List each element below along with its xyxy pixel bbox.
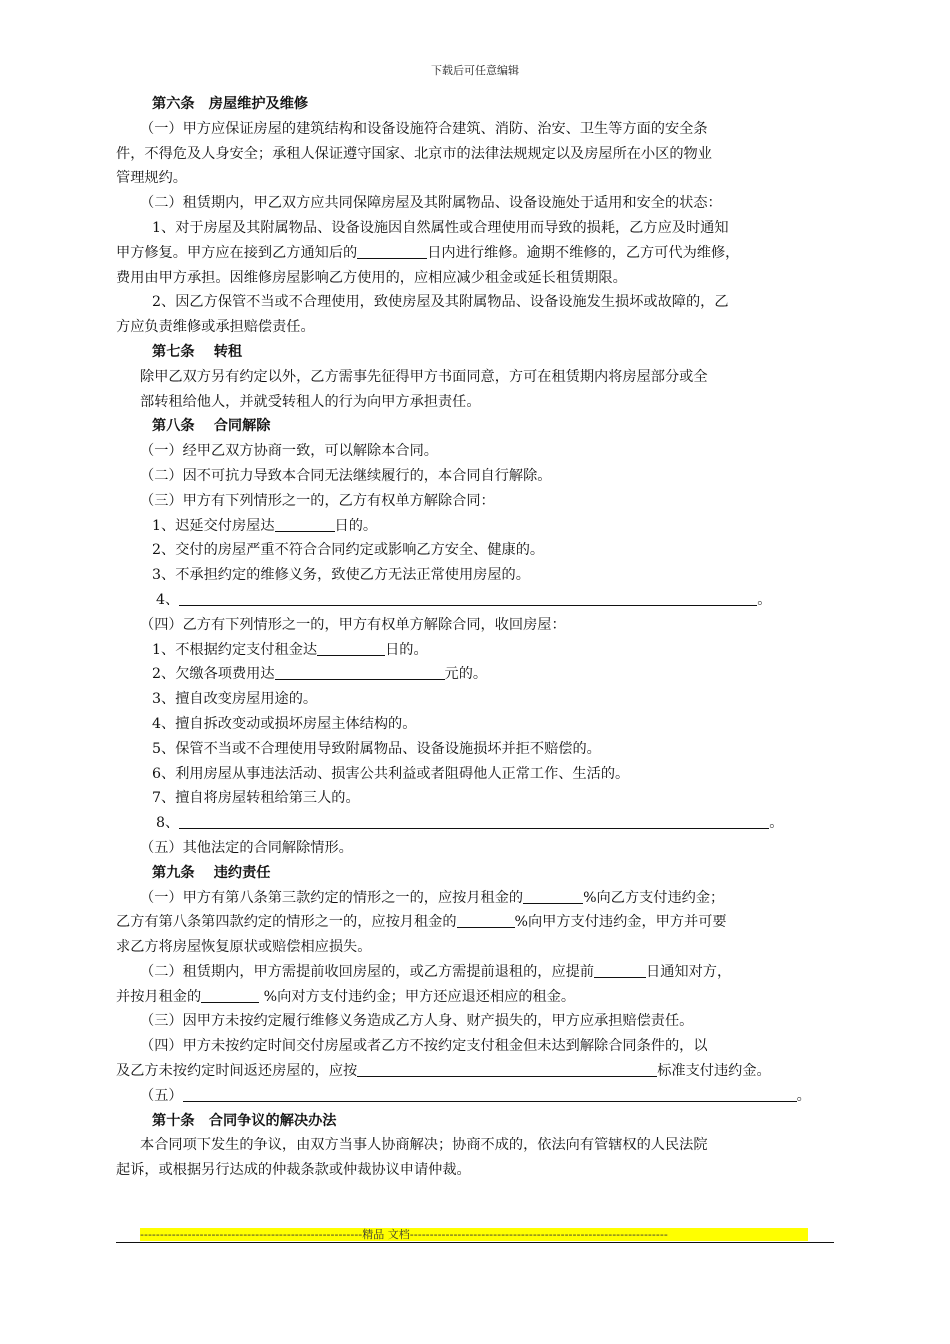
footer-band xyxy=(140,1228,808,1241)
document-line: 1、对于房屋及其附属物品、设备设施因自然属性或合理使用而导致的损耗，乙方应及时通知 xyxy=(152,219,729,236)
document-line xyxy=(116,514,836,539)
line-text-after-blank: 。 xyxy=(757,591,772,608)
line-text-before-blank: 4、 xyxy=(156,591,180,608)
document-line: 3、擅自改变房屋用途的。 xyxy=(152,691,318,708)
document-line: （三）因甲方未按约定履行维修义务造成乙方人身、财产损失的，甲方应承担赔偿责任。 xyxy=(140,1013,694,1030)
document-line: （一）甲方应保证房屋的建筑结构和设备设施符合建筑、消防、治安、卫生等方面的安全条 xyxy=(140,120,708,137)
line-text-before-blank: 并按月租金的 xyxy=(116,988,202,1005)
document-line: （二）租赁期内，甲乙双方应共同保障房屋及其附属物品、设备设施处于适用和安全的状态： xyxy=(140,195,722,212)
fill-in-blank xyxy=(457,912,515,928)
document-line xyxy=(116,960,836,985)
document-line xyxy=(116,985,836,1010)
fill-in-blank xyxy=(317,640,385,656)
document-line: 除甲乙双方另有约定以外，乙方需事先征得甲方书面同意，方可在租赁期内将房屋部分或全 xyxy=(140,368,708,385)
document-line: （四）乙方有下列情形之一的，甲方有权单方解除合同，收回房屋： xyxy=(140,616,566,633)
document-line: 5、保管不当或不合理使用导致附属物品、设备设施损坏并拒不赔偿的。 xyxy=(152,740,601,757)
document-line xyxy=(116,638,836,663)
document-line: 费用由甲方承担。因维修房屋影响乙方使用的，应相应减少租金或延长租赁期限。 xyxy=(116,269,627,286)
section-heading: 第九条 违约责任 xyxy=(152,864,271,881)
footer-rule xyxy=(116,1242,834,1243)
line-text-before-blank: 8、 xyxy=(156,815,180,832)
document-line xyxy=(116,241,836,266)
fill-in-blank xyxy=(179,590,757,606)
line-text-before-blank: （五） xyxy=(140,1087,183,1104)
document-line: （五）其他法定的合同解除情形。 xyxy=(140,839,353,856)
document-line: 3、不承担约定的维修义务，致使乙方无法正常使用房屋的。 xyxy=(152,567,530,584)
fill-in-blank xyxy=(594,962,646,978)
document-line: 2、交付的房屋严重不符合合同约定或影响乙方安全、健康的。 xyxy=(152,542,545,559)
document-line: 部转租给他人，并就受转租人的行为向甲方承担责任。 xyxy=(140,393,481,410)
footer-dashes-right: ----------------------------------------------------------------- xyxy=(409,1228,668,1241)
line-text-before-blank: 甲方修复。甲方应在接到乙方通知后的 xyxy=(116,244,358,261)
line-text-after-blank: 。 xyxy=(769,815,784,832)
document-line xyxy=(116,588,836,613)
line-text-after-blank: 日内进行维修。逾期不维修的，乙方可代为维修， xyxy=(427,244,740,261)
line-text-after-blank: 日通知对方， xyxy=(646,963,732,980)
document-line xyxy=(116,1059,836,1084)
fill-in-blank xyxy=(357,1061,657,1077)
document-line xyxy=(116,1084,836,1109)
line-text-before-blank: 及乙方未按约定时间返还房屋的，应按 xyxy=(116,1063,358,1080)
line-text-after-blank: 日的。 xyxy=(334,517,378,534)
document-line: 6、利用房屋从事违法活动、损害公共利益或者阻碍他人正常工作、生活的。 xyxy=(152,765,630,782)
document-line: （一）经甲乙双方协商一致，可以解除本合同。 xyxy=(140,443,438,460)
document-line xyxy=(116,811,836,836)
line-text-before-blank: 乙方有第八条第四款约定的情形之一的，应按月租金的 xyxy=(116,914,457,931)
fill-in-blank xyxy=(179,813,769,829)
line-text-after-blank: %向甲方支付违约金，甲方并可要 xyxy=(514,914,727,931)
section-heading: 第七条 转租 xyxy=(152,343,243,360)
footer-label: 精品 文档 xyxy=(362,1228,410,1241)
page-header-note: 下载后可任意编辑 xyxy=(431,64,519,77)
fill-in-blank xyxy=(201,987,259,1003)
document-line: 求乙方将房屋恢复原状或赔偿相应损失。 xyxy=(116,939,372,956)
document-line: 方应负责维修或承担赔偿责任。 xyxy=(116,319,315,336)
document-line: 起诉，或根据另行达成的仲裁条款或仲裁协议申请仲裁。 xyxy=(116,1162,471,1179)
document-body xyxy=(116,92,836,1183)
document-line: 管理规约。 xyxy=(116,170,187,187)
line-text-before-blank: （二）租赁期内，甲方需提前收回房屋的，或乙方需提前退租的，应提前 xyxy=(140,963,595,980)
line-text-after-blank: %向乙方支付违约金； xyxy=(583,889,725,906)
line-text-after-blank: %向对方支付违约金；甲方还应退还相应的租金。 xyxy=(259,988,576,1005)
document-line: 7、擅自将房屋转租给第三人的。 xyxy=(152,790,360,807)
line-text-after-blank: 。 xyxy=(796,1087,811,1104)
line-text-after-blank: 标准支付违约金。 xyxy=(657,1063,771,1080)
line-text-before-blank: 2、欠缴各项费用达 xyxy=(152,666,275,683)
line-text-after-blank: 日的。 xyxy=(385,641,428,658)
document-line: （三）甲方有下列情形之一的，乙方有权单方解除合同： xyxy=(140,492,495,509)
fill-in-blank xyxy=(275,664,445,680)
line-text-before-blank: （一）甲方有第八条第三款约定的情形之一的，应按月租金的 xyxy=(140,889,524,906)
line-text-after-blank: 元的。 xyxy=(444,666,488,683)
section-heading: 第十条 合同争议的解决办法 xyxy=(152,1112,337,1129)
fill-in-blank xyxy=(275,516,335,532)
section-heading: 第八条 合同解除 xyxy=(152,418,271,435)
document-line xyxy=(116,886,836,911)
document-line xyxy=(116,662,836,687)
document-line: 本合同项下发生的争议，由双方当事人协商解决；协商不成的，依法向有管辖权的人民法院 xyxy=(140,1137,708,1154)
document-line: 件，不得危及人身安全；承租人保证遵守国家、北京市的法律法规规定以及房屋所在小区的物业 xyxy=(116,145,712,162)
footer-dashes-left: -------------------------------------------------------- xyxy=(140,1228,363,1241)
document-line: 2、因乙方保管不当或不合理使用，致使房屋及其附属物品、设备设施发生损坏或故障的，乙 xyxy=(152,294,729,311)
fill-in-blank xyxy=(357,243,427,259)
document-line: （二）因不可抗力导致本合同无法继续履行的，本合同自行解除。 xyxy=(140,467,552,484)
fill-in-blank xyxy=(523,888,583,904)
document-line: （四）甲方未按约定时间交付房屋或者乙方不按约定支付租金但未达到解除合同条件的，以 xyxy=(140,1038,708,1055)
line-text-before-blank: 1、迟延交付房屋达 xyxy=(152,517,275,534)
line-text-before-blank: 1、不根据约定支付租金达 xyxy=(152,641,318,658)
document-line: 4、擅自拆改变动或损坏房屋主体结构的。 xyxy=(152,715,417,732)
fill-in-blank xyxy=(183,1086,797,1102)
section-heading: 第六条 房屋维护及维修 xyxy=(152,96,309,112)
document-line xyxy=(116,910,836,935)
